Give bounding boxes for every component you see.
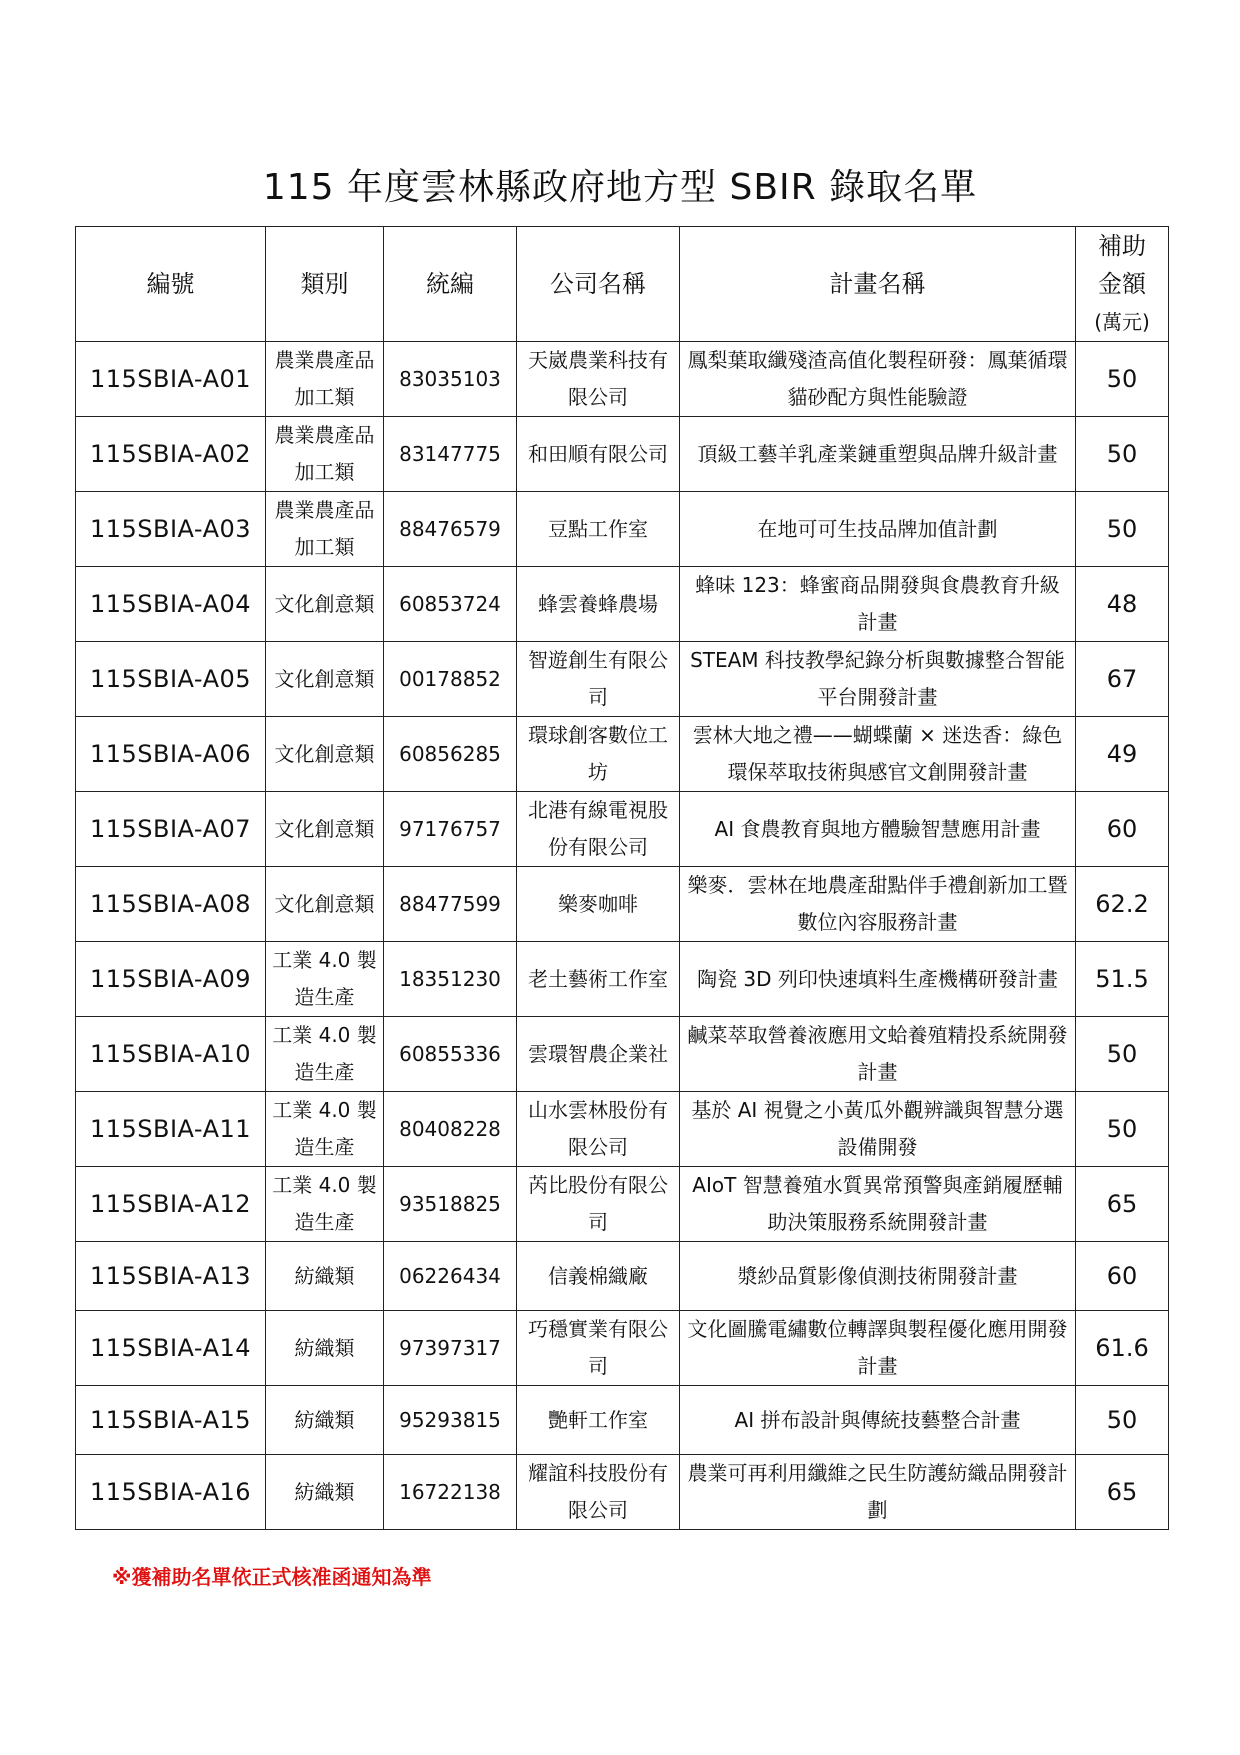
cell-id: 115SBIA-A07	[76, 792, 266, 867]
table-row	[76, 1242, 1169, 1311]
cell-category: 紡織類	[266, 1242, 384, 1311]
cell-tax-id: 95293815	[384, 1386, 517, 1455]
cell-project: 頂級工藝羊乳產業鏈重塑與品牌升級計畫	[680, 417, 1076, 492]
table-row	[76, 1311, 1169, 1386]
cell-project: 蜂味 123：蜂蜜商品開發與食農教育升級計畫	[680, 567, 1076, 642]
cell-project: 基於 AI 視覺之小黃瓜外觀辨識與智慧分選設備開發	[680, 1092, 1076, 1167]
cell-category: 文化創意類	[266, 567, 384, 642]
cell-category: 文化創意類	[266, 642, 384, 717]
cell-project: 在地可可生技品牌加值計劃	[680, 492, 1076, 567]
header-amount	[1076, 227, 1169, 342]
cell-amount: 62.2	[1076, 867, 1169, 942]
cell-project: 樂麥．雲林在地農產甜點伴手禮創新加工暨數位內容服務計畫	[680, 867, 1076, 942]
cell-project: 鳳梨葉取纖殘渣高值化製程研發：鳳葉循環貓砂配方與性能驗證	[680, 342, 1076, 417]
cell-amount: 50	[1076, 417, 1169, 492]
table-row	[76, 492, 1169, 567]
cell-id: 115SBIA-A14	[76, 1311, 266, 1386]
cell-company: 信義棉織廠	[517, 1242, 680, 1311]
cell-tax-id: 97176757	[384, 792, 517, 867]
cell-company: 艷軒工作室	[517, 1386, 680, 1455]
cell-category: 紡織類	[266, 1311, 384, 1386]
cell-amount: 65	[1076, 1455, 1169, 1530]
cell-tax-id: 18351230	[384, 942, 517, 1017]
award-list-table	[75, 226, 1169, 1530]
cell-id: 115SBIA-A13	[76, 1242, 266, 1311]
cell-category: 文化創意類	[266, 717, 384, 792]
cell-amount: 50	[1076, 342, 1169, 417]
cell-project: AIoT 智慧養殖水質異常預警與產銷履歷輔助決策服務系統開發計畫	[680, 1167, 1076, 1242]
cell-project: AI 食農教育與地方體驗智慧應用計畫	[680, 792, 1076, 867]
cell-tax-id: 88476579	[384, 492, 517, 567]
cell-company: 北港有線電視股份有限公司	[517, 792, 680, 867]
table-row	[76, 1017, 1169, 1092]
cell-tax-id: 06226434	[384, 1242, 517, 1311]
table-row	[76, 717, 1169, 792]
cell-company: 環球創客數位工坊	[517, 717, 680, 792]
cell-tax-id: 83147775	[384, 417, 517, 492]
cell-category: 農業農產品加工類	[266, 492, 384, 567]
cell-project: 陶瓷 3D 列印快速填料生產機構研發計畫	[680, 942, 1076, 1017]
cell-company: 山水雲林股份有限公司	[517, 1092, 680, 1167]
cell-id: 115SBIA-A15	[76, 1386, 266, 1455]
cell-id: 115SBIA-A08	[76, 867, 266, 942]
cell-id: 115SBIA-A04	[76, 567, 266, 642]
cell-id: 115SBIA-A16	[76, 1455, 266, 1530]
cell-category: 紡織類	[266, 1386, 384, 1455]
cell-project: 漿紗品質影像偵測技術開發計畫	[680, 1242, 1076, 1311]
cell-amount: 67	[1076, 642, 1169, 717]
cell-id: 115SBIA-A03	[76, 492, 266, 567]
cell-id: 115SBIA-A05	[76, 642, 266, 717]
table-row	[76, 1167, 1169, 1242]
header-tax-id: 統編	[384, 227, 517, 342]
page-title: 115 年度雲林縣政府地方型 SBIR 錄取名單	[262, 167, 978, 208]
cell-amount: 51.5	[1076, 942, 1169, 1017]
cell-tax-id: 60856285	[384, 717, 517, 792]
table-row	[76, 567, 1169, 642]
table-row	[76, 1455, 1169, 1530]
header-project: 計畫名稱	[680, 227, 1076, 342]
cell-category: 紡織類	[266, 1455, 384, 1530]
header-amount-unit: (萬元)	[1094, 310, 1150, 334]
cell-id: 115SBIA-A11	[76, 1092, 266, 1167]
cell-category: 農業農產品加工類	[266, 342, 384, 417]
header-company: 公司名稱	[517, 227, 680, 342]
cell-category: 工業 4.0 製造生產	[266, 1017, 384, 1092]
header-amount-line1: 補助	[1098, 232, 1146, 260]
cell-tax-id: 16722138	[384, 1455, 517, 1530]
cell-amount: 50	[1076, 492, 1169, 567]
cell-tax-id: 60855336	[384, 1017, 517, 1092]
cell-company: 和田順有限公司	[517, 417, 680, 492]
cell-category: 工業 4.0 製造生產	[266, 1167, 384, 1242]
table-row	[76, 1386, 1169, 1455]
cell-amount: 61.6	[1076, 1311, 1169, 1386]
cell-id: 115SBIA-A10	[76, 1017, 266, 1092]
cell-company: 蜂雲養蜂農場	[517, 567, 680, 642]
cell-id: 115SBIA-A01	[76, 342, 266, 417]
table-row	[76, 417, 1169, 492]
cell-project: STEAM 科技教學紀錄分析與數據整合智能平台開發計畫	[680, 642, 1076, 717]
header-category: 類別	[266, 227, 384, 342]
cell-id: 115SBIA-A06	[76, 717, 266, 792]
cell-project: 雲林大地之禮——蝴蝶蘭 × 迷迭香：綠色環保萃取技術與感官文創開發計畫	[680, 717, 1076, 792]
table-header-row	[76, 227, 1169, 342]
cell-company: 老土藝術工作室	[517, 942, 680, 1017]
cell-company: 智遊創生有限公司	[517, 642, 680, 717]
cell-amount: 50	[1076, 1386, 1169, 1455]
cell-category: 工業 4.0 製造生產	[266, 1092, 384, 1167]
header-amount-line2: 金額	[1098, 270, 1146, 298]
cell-company: 樂麥咖啡	[517, 867, 680, 942]
cell-tax-id: 83035103	[384, 342, 517, 417]
cell-project: AI 拼布設計與傳統技藝整合計畫	[680, 1386, 1076, 1455]
cell-amount: 48	[1076, 567, 1169, 642]
cell-amount: 50	[1076, 1092, 1169, 1167]
cell-amount: 60	[1076, 1242, 1169, 1311]
cell-id: 115SBIA-A02	[76, 417, 266, 492]
table-row	[76, 342, 1169, 417]
cell-tax-id: 93518825	[384, 1167, 517, 1242]
footnote-notice: ※獲補助名單依正式核准函通知為準	[112, 1565, 432, 1589]
cell-tax-id: 97397317	[384, 1311, 517, 1386]
cell-company: 芮比股份有限公司	[517, 1167, 680, 1242]
cell-id: 115SBIA-A09	[76, 942, 266, 1017]
table-row	[76, 792, 1169, 867]
cell-project: 文化圖騰電繡數位轉譯與製程優化應用開發計畫	[680, 1311, 1076, 1386]
cell-tax-id: 80408228	[384, 1092, 517, 1167]
table-row	[76, 942, 1169, 1017]
cell-amount: 60	[1076, 792, 1169, 867]
cell-project: 農業可再利用纖維之民生防護紡織品開發計劃	[680, 1455, 1076, 1530]
table-row	[76, 1092, 1169, 1167]
table-row	[76, 642, 1169, 717]
cell-tax-id: 60853724	[384, 567, 517, 642]
cell-company: 天崴農業科技有限公司	[517, 342, 680, 417]
cell-id: 115SBIA-A12	[76, 1167, 266, 1242]
cell-category: 文化創意類	[266, 792, 384, 867]
cell-company: 雲環智農企業社	[517, 1017, 680, 1092]
cell-category: 文化創意類	[266, 867, 384, 942]
cell-company: 巧穩實業有限公司	[517, 1311, 680, 1386]
cell-category: 工業 4.0 製造生產	[266, 942, 384, 1017]
table-row	[76, 867, 1169, 942]
cell-amount: 65	[1076, 1167, 1169, 1242]
cell-amount: 50	[1076, 1017, 1169, 1092]
cell-tax-id: 00178852	[384, 642, 517, 717]
cell-company: 耀誼科技股份有限公司	[517, 1455, 680, 1530]
cell-company: 豆點工作室	[517, 492, 680, 567]
cell-project: 鹹菜萃取營養液應用文蛤養殖精投系統開發計畫	[680, 1017, 1076, 1092]
cell-category: 農業農產品加工類	[266, 417, 384, 492]
header-id: 編號	[76, 227, 266, 342]
cell-tax-id: 88477599	[384, 867, 517, 942]
cell-amount: 49	[1076, 717, 1169, 792]
